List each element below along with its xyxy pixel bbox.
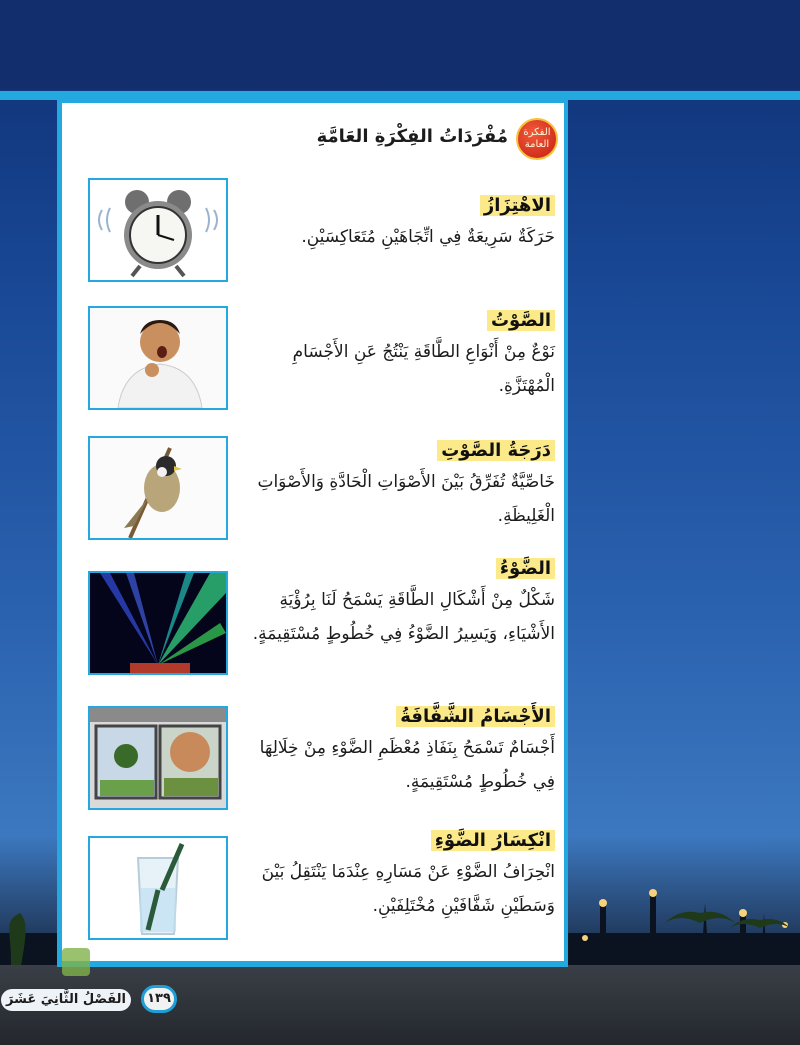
vocab-term: الأَجْسَامُ الشَّفَّافَةُ (396, 706, 555, 727)
page-number: ١٣٩ (141, 985, 177, 1013)
vocab-definition: نَوْعٌ مِنْ أَنْوَاعِ الطَّاقَةِ يَنْتُجُ عَنِ الأَجْسَامِ الْمُهْتَزَّةِ. (292, 342, 555, 396)
top-band (0, 0, 800, 90)
vocab-term: الضَّوْءُ (496, 558, 555, 579)
vocab-definition: حَرَكَةٌ سَرِيعَةٌ فِي اتِّجَاهَيْنِ مُتَعَاكِسَيْنِ. (301, 227, 555, 247)
window-image (88, 706, 228, 810)
section-header (300, 118, 560, 158)
alarm-clock-image (88, 178, 228, 282)
vocab-definition: شَكْلٌ مِنْ أَشْكَالِ الطَّاقَةِ يَسْمَحُ لَنَا بِرُؤْيَةِ الأَشْيَاءِ، وَيَسِيرُ الضَّوْءُ فِي خُطُوطٍ مُسْتَقِيمَةٍ. (252, 590, 555, 644)
vocab-definition: أَجْسَامٌ تَسْمَحُ بِنَفَاذِ مُعْظَمِ الضَّوْءِ مِنْ خِلَالِهَا فِي خُطُوطٍ مُسْتَقِيمَةٍ. (259, 738, 555, 792)
laser-lights-image (88, 571, 228, 675)
chapter-label: الفَصْلُ الثَّانِيَ عَشَرَ (1, 989, 131, 1011)
nav-icon[interactable] (62, 948, 90, 976)
vocab-definition: انْحِرَافُ الضَّوْءِ عَنْ مَسَارِهِ عِنْدَمَا يَنْتَقِلُ بَيْنَ وَسَطَيْنِ شَفَّافَيْنِ مُخْتَلِفَيْنِ. (261, 862, 555, 916)
vocab-item (240, 558, 555, 651)
vocab-item (240, 310, 555, 403)
bird-image (88, 436, 228, 540)
vocab-item (240, 706, 555, 799)
singing-boy-image (88, 306, 228, 410)
vocab-definition: خَاصِّيَّةٌ تُفَرِّقُ بَيْنَ الأَصْوَاتِ الْحَادَّةِ وَالأَصْوَاتِ الْغَلِيظَةِ. (257, 472, 555, 526)
vocab-item (240, 830, 555, 923)
page-title: مُفْرَدَاتُ الفِكْرَةِ العَامَّةِ (316, 126, 508, 147)
vocab-term: انْكِسَارُ الضَّوْءِ (431, 830, 555, 851)
vocab-term: الاهْتِزَازُ (480, 195, 555, 216)
vocab-item (240, 195, 555, 254)
main-idea-badge: الفكرة العامة (516, 118, 558, 160)
vocab-term: الصَّوْتُ (487, 310, 555, 331)
page-footer (2, 985, 177, 1015)
vocab-term: دَرَجَةُ الصَّوْتِ (437, 440, 555, 461)
vocab-item (240, 440, 555, 533)
pencil-in-glass-image (88, 836, 228, 940)
